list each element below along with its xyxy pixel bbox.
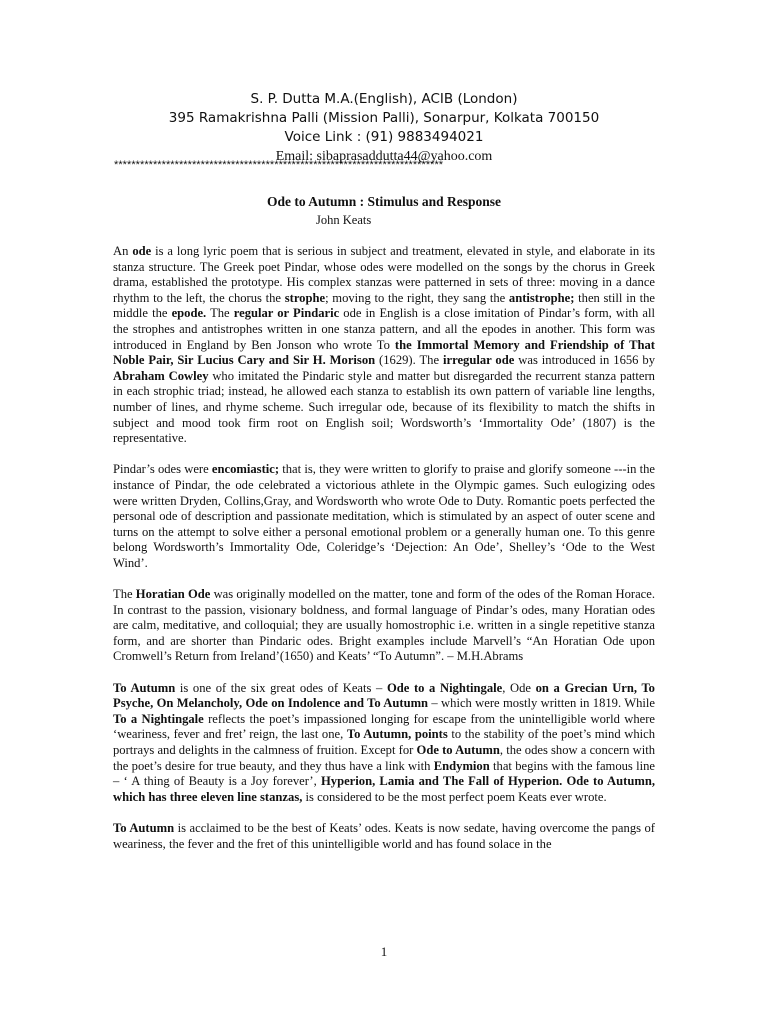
essay-title: Ode to Autumn : Stimulus and Response: [266, 194, 502, 209]
author-name: S. P. Dutta M.A.(English), ACIB (London): [250, 91, 518, 107]
paragraph-acclaimed: To Autumn is acclaimed to be the best of Keats’ odes. Keats is now sedate, having overcome the pangs of weariness, the fever and the fret of this unintelligible world and has found solace in the: [113, 820, 655, 851]
paragraph-to-autumn: To Autumn is one of the six great odes of Keats – Ode to a Nightingale, Ode on a Grecian Urn, To Psyche, On Melancholy, Ode on Indolence and To Autumn – which were mostly written in 1819. While To a Nightingale reflects the poet’s impassioned longing for escape from the unintelligible world where ‘weariness, fever and fret’ reign, the last one, To Autumn, points to the stability of the poet’s mind which portrays and delights in the calmness of fruition. Except for Ode to Autumn, the odes show a concern with the poet’s desire for true beauty, and they thus have a link with Endymion that begins with the famous line – ‘ A thing of Beauty is a Joy forever’, Hyperion, Lamia and The Fall of Hyperion. Ode to Autumn, which has three eleven line stanzas, is considered to be the most perfect poem Keats ever wrote.: [113, 680, 655, 804]
star-divider: ****************************************************************************: [114, 159, 444, 171]
paragraph-encomiastic: Pindar’s odes were encomiastic; that is, they were written to glorify to praise and glorify someone ---in the instance of Pindar, the ode celebrated a victorious athlete in the Olympic games. Such eulogizing odes were written Dryden, Collins,Gray, and Wordsworth who wrote Ode to Duty. Romantic poets perfected the personal ode of description and passionate meditation, which is stimulated by an aspect of outer scene and turns on the attempt to solve either a personal emotional problem or a generally human one. To this genre belong Wordsworth’s Immortality Ode, Coleridge’s ‘Dejection: An Ode’, Shelley’s ‘Ode to the West Wind’.: [113, 462, 656, 570]
page-number: 1: [380, 944, 388, 959]
paragraph-ode-definition: An ode is a long lyric poem that is serious in subject and treatment, elevated in style, and elaborate in its stanza structure. The Greek poet Pindar, whose odes were modelled on the songs by the chorus in Greek drama, established the prototype. His complex stanzas were patterned in sets of three: moving in a dance rhythm to the left, the chorus the strophe; moving to the right, they sang the antistrophe; then still in the middle the epode. The regular or Pindaric ode in English is a close imitation of Pindar’s form, with all the strophes and antistrophes written in one stanza pattern, and all the epodes in another. This form was introduced in England by Ben Jonson who wrote To the Immortal Memory and Friendship of That Noble Pair, Sir Lucius Cary and Sir H. Morison (1629). The irregular ode was introduced in 1656 by Abraham Cowley who imitated the Pindaric style and matter but disregarded the recurrent stanza pattern in each strophic triad; instead, he allowed each stanza to establish its own pattern of variable line lengths, number of lines, and rhyme scheme. Such irregular ode, because of its flexibility to match the shifts in subject and mood took firm root on English soil; Wordsworth’s ‘Immortality Ode’ (1807) is the representative.: [113, 244, 655, 446]
essay-body: [113, 244, 655, 868]
author-email: Email: sibaprasaddutta44@yahoo.com: [275, 149, 493, 164]
paragraph-horatian-ode: The Horatian Ode was originally modelled on the matter, tone and form of the odes of the Roman Horace. In contrast to the passion, visionary boldness, and formal language of Pindar’s odes, many Horatian odes are calm, meditative, and colloquial; they are usually homostrophic i.e. written in a single repetitive stanza form, and are shorter than Pindaric odes. Bright examples include Marvell’s “An Horatian Ode upon Cromwell’s Return from Ireland’(1650) and Keats’ “To Autumn”. – M.H.Abrams: [113, 587, 655, 664]
author-header: [100, 90, 668, 166]
author-address: 395 Ramakrishna Palli (Mission Palli), Sonarpur, Kolkata 700150: [168, 110, 600, 126]
author-phone: Voice Link : (91) 9883494021: [284, 129, 484, 145]
poet-name: John Keats: [316, 213, 372, 227]
